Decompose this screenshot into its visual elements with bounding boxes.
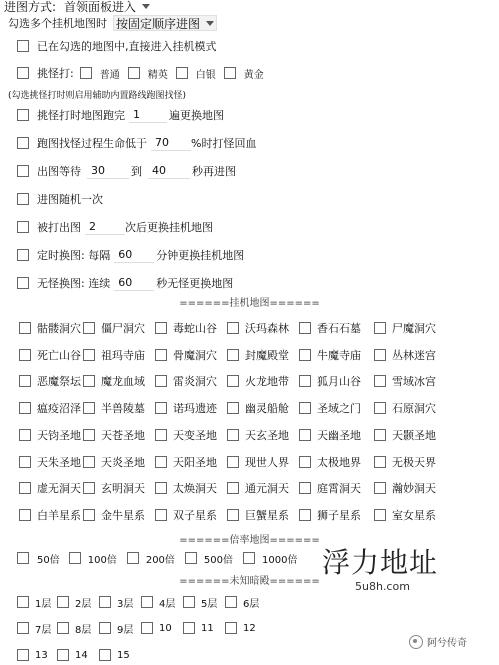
hang-map-label: 祖玛寺庙: [101, 349, 145, 362]
hang-map-item[interactable]: [155, 318, 217, 338]
hang-map-label: 雪域冰宫: [392, 375, 436, 388]
pick-mob-label: 挑怪打:: [37, 67, 74, 80]
hp-suffix: %时打怪回血: [191, 137, 257, 150]
floor-item[interactable]: [225, 592, 259, 612]
floor-checkbox[interactable]: [17, 622, 29, 634]
wait-min-input[interactable]: 30: [87, 163, 129, 179]
hang-map-checkbox[interactable]: [155, 349, 167, 361]
hang-map-label: 玄明洞天: [101, 482, 145, 495]
hang-map-checkbox[interactable]: [227, 456, 239, 468]
hang-map-label: 圣域之门: [317, 402, 361, 415]
floor-label: 5层: [201, 598, 218, 610]
floor-label: 14: [75, 649, 88, 661]
killed-label: 被打出图: [37, 221, 81, 234]
rate-100-label: 100倍: [87, 554, 117, 566]
hang-map-item[interactable]: [374, 371, 436, 391]
hang-map-item[interactable]: [19, 452, 81, 472]
hang-map-label: 巨蟹星系: [245, 509, 289, 522]
pick-run-input[interactable]: 1: [129, 107, 167, 123]
hang-map-item[interactable]: [227, 398, 289, 418]
pick-run-row: [17, 105, 224, 125]
timer-row: [17, 245, 244, 265]
wechat-icon: [409, 635, 423, 649]
hang-map-label: 诺玛遗迹: [173, 402, 217, 415]
hp-label: 跑图找怪过程生命低于: [37, 137, 147, 150]
hang-map-checkbox[interactable]: [227, 482, 239, 494]
hang-map-checkbox[interactable]: [19, 375, 31, 387]
nomob-row: [17, 273, 233, 293]
hang-map-label: 恶魔祭坛: [37, 375, 81, 388]
hang-map-checkbox[interactable]: [227, 349, 239, 361]
hang-map-item[interactable]: [83, 318, 145, 338]
hang-map-checkbox[interactable]: [155, 429, 167, 441]
hang-map-item[interactable]: [227, 478, 289, 498]
hang-map-item[interactable]: [374, 318, 436, 338]
hang-map-checkbox[interactable]: [83, 322, 95, 334]
floor-checkbox[interactable]: [183, 622, 195, 634]
hang-map-item[interactable]: [83, 478, 145, 498]
floor-checkbox[interactable]: [225, 622, 237, 634]
hang-map-checkbox[interactable]: [155, 322, 167, 334]
floor-checkbox[interactable]: [99, 622, 111, 634]
hang-map-item[interactable]: [83, 452, 145, 472]
hang-map-checkbox[interactable]: [227, 509, 239, 521]
floor-label: 7层: [35, 624, 52, 636]
hang-map-checkbox[interactable]: [19, 349, 31, 361]
hang-map-item[interactable]: [155, 452, 217, 472]
nomob-checkbox[interactable]: [17, 277, 29, 289]
multi-map-row: [8, 13, 217, 33]
pick-gold-label: 黄金: [243, 69, 264, 81]
timer-label: 定时换图: 每隔: [37, 249, 111, 262]
hang-map-item[interactable]: [227, 425, 289, 445]
hang-map-label: 半兽陵墓: [101, 402, 145, 415]
wait-checkbox[interactable]: [17, 165, 29, 177]
hang-map-checkbox[interactable]: [19, 322, 31, 334]
floor-label: 10: [159, 622, 172, 634]
hang-map-checkbox[interactable]: [19, 429, 31, 441]
floor-checkbox[interactable]: [99, 596, 111, 608]
hang-map-item[interactable]: [374, 398, 436, 418]
hang-map-item[interactable]: [299, 505, 361, 525]
hang-map-label: 天朱圣地: [37, 456, 81, 469]
floor-checkbox[interactable]: [57, 596, 69, 608]
hang-map-item[interactable]: [83, 505, 145, 525]
hang-map-item[interactable]: [374, 425, 436, 445]
rate-200-label: 200倍: [145, 554, 175, 566]
direct-hang-row: [17, 36, 217, 56]
multi-map-select[interactable]: 按固定顺序进图: [113, 15, 217, 31]
hang-map-item[interactable]: [299, 398, 361, 418]
pick-silver-checkbox[interactable]: [176, 67, 188, 79]
timer-suffix: 分钟更换挂机地图: [156, 249, 245, 262]
hang-map-item[interactable]: [155, 371, 217, 391]
hang-map-label: 石原洞穴: [392, 402, 436, 415]
pick-normal-checkbox[interactable]: [80, 67, 92, 79]
unknown-header: ======未知暗殿======: [179, 576, 320, 587]
hang-map-item[interactable]: [299, 425, 361, 445]
hang-map-label: 庭霄洞天: [317, 482, 361, 495]
floor-item[interactable]: [57, 592, 91, 612]
hang-map-item[interactable]: [374, 478, 436, 498]
pick-note-row: [8, 84, 186, 104]
hang-map-checkbox[interactable]: [299, 375, 311, 387]
floor-label: 15: [117, 649, 130, 661]
floor-checkbox[interactable]: [141, 622, 153, 634]
floor-label: 13: [35, 649, 48, 661]
hang-map-checkbox[interactable]: [155, 456, 167, 468]
hang-map-label: 天钧圣地: [37, 429, 81, 442]
hang-map-checkbox[interactable]: [374, 456, 386, 468]
hang-map-item[interactable]: [299, 345, 361, 365]
hang-map-label: 丛林迷宫: [392, 349, 436, 362]
hang-map-label: 虚无洞天: [37, 482, 81, 495]
hang-map-item[interactable]: [83, 345, 145, 365]
floor-item[interactable]: [141, 592, 175, 612]
floor-item[interactable]: [183, 592, 217, 612]
hang-map-label: 火龙地带: [245, 375, 289, 388]
wait-label: 出图等待: [37, 165, 81, 178]
hang-map-checkbox[interactable]: [299, 402, 311, 414]
watermark-author: 阿兮传奇: [409, 634, 467, 649]
hang-map-item[interactable]: [227, 371, 289, 391]
hang-map-checkbox[interactable]: [155, 375, 167, 387]
hang-map-item[interactable]: [19, 478, 81, 498]
hang-map-item[interactable]: [155, 425, 217, 445]
watermark-domain: 5u8h.com: [355, 580, 410, 593]
hang-map-label: 雷炎洞穴: [173, 375, 217, 388]
floor-item[interactable]: [225, 618, 256, 638]
hang-map-item[interactable]: [155, 398, 217, 418]
hang-map-label: 天幽圣地: [317, 429, 361, 442]
hang-map-item[interactable]: [299, 452, 361, 472]
hang-map-label: 天炎圣地: [101, 456, 145, 469]
killed-checkbox[interactable]: [17, 221, 29, 233]
hang-map-checkbox[interactable]: [155, 509, 167, 521]
pick-run-label: 挑怪打时地图跑完: [37, 109, 125, 122]
hang-map-item[interactable]: [19, 505, 81, 525]
hang-map-checkbox[interactable]: [83, 375, 95, 387]
hang-map-item[interactable]: [299, 371, 361, 391]
hp-input[interactable]: 70: [151, 135, 191, 151]
floor-item[interactable]: [17, 645, 48, 665]
chevron-down-icon: [142, 4, 150, 9]
hang-map-item[interactable]: [155, 345, 217, 365]
hang-map-item[interactable]: [374, 452, 436, 472]
floor-item[interactable]: [183, 618, 214, 638]
hang-map-label: 瘟疫沼泽: [37, 402, 81, 415]
multi-map-label: 勾选多个挂机地图时: [8, 17, 107, 30]
hang-map-label: 僵尸洞穴: [101, 322, 145, 335]
hang-map-checkbox[interactable]: [83, 509, 95, 521]
floor-item[interactable]: [57, 618, 91, 638]
hang-map-checkbox[interactable]: [227, 322, 239, 334]
hang-map-checkbox[interactable]: [299, 482, 311, 494]
killed-input[interactable]: 2: [85, 219, 125, 235]
watermark-title: 浮力地址: [322, 546, 439, 579]
pick-elite-checkbox[interactable]: [128, 67, 140, 79]
floor-label: 9层: [117, 624, 134, 636]
hang-map-item[interactable]: [227, 505, 289, 525]
floor-label: 1层: [35, 598, 52, 610]
entry-method-select[interactable]: 首领面板进入: [62, 0, 152, 14]
timer-input[interactable]: 60: [114, 247, 154, 263]
floor-label: 8层: [75, 624, 92, 636]
floor-item[interactable]: [17, 592, 51, 612]
hang-map-checkbox[interactable]: [227, 375, 239, 387]
hang-map-checkbox[interactable]: [299, 509, 311, 521]
floor-label: 2层: [75, 598, 92, 610]
hang-map-item[interactable]: [155, 478, 217, 498]
floor-item[interactable]: [141, 618, 172, 638]
floor-item[interactable]: [57, 645, 88, 665]
rate-maps-row: [17, 548, 297, 568]
rate-1000-label: 1000倍: [262, 554, 298, 566]
pick-run-checkbox[interactable]: [17, 109, 29, 121]
hang-map-label: 白羊星系: [37, 509, 81, 522]
floor-checkbox[interactable]: [141, 596, 153, 608]
hang-map-label: 双子星系: [173, 509, 217, 522]
hang-map-checkbox[interactable]: [299, 322, 311, 334]
rate-maps-header: ======倍率地图======: [179, 535, 320, 546]
floor-label: 3层: [117, 598, 134, 610]
direct-hang-checkbox[interactable]: [17, 40, 29, 52]
hang-map-label: 封魔殿堂: [245, 349, 289, 362]
hang-map-label: 金牛星系: [101, 509, 145, 522]
hang-map-label: 室女星系: [392, 509, 436, 522]
pick-silver-label: 白银: [195, 69, 216, 81]
hang-map-label: 瀚妙洞天: [392, 482, 436, 495]
random-once-checkbox[interactable]: [17, 193, 29, 205]
floor-item[interactable]: [99, 645, 130, 665]
hp-row: [17, 133, 256, 153]
hang-map-checkbox[interactable]: [155, 402, 167, 414]
hang-map-checkbox[interactable]: [83, 456, 95, 468]
pick-normal-label: 普通: [99, 69, 120, 81]
wait-suffix: 秒再进图: [192, 165, 236, 178]
hang-map-label: 香石石墓: [317, 322, 361, 335]
hang-map-label: 天苍圣地: [101, 429, 145, 442]
hang-map-label: 太焕洞天: [173, 482, 217, 495]
floor-item[interactable]: [99, 618, 133, 638]
hang-map-checkbox[interactable]: [299, 456, 311, 468]
wait-row: [17, 161, 236, 181]
hang-map-checkbox[interactable]: [374, 402, 386, 414]
rate-50-label: 50倍: [37, 554, 60, 566]
wait-to-label: 到: [131, 165, 142, 178]
rate-500-label: 500倍: [203, 554, 234, 566]
floor-checkbox[interactable]: [57, 649, 69, 661]
hang-map-checkbox[interactable]: [299, 429, 311, 441]
hang-map-label: 狮子星系: [317, 509, 361, 522]
hang-map-label: 通元洞天: [245, 482, 289, 495]
hang-map-checkbox[interactable]: [374, 429, 386, 441]
killed-suffix: 次后更换挂机地图: [125, 221, 213, 234]
hang-map-checkbox[interactable]: [83, 402, 95, 414]
rate-50-checkbox[interactable]: [17, 552, 29, 564]
floor-checkbox[interactable]: [99, 649, 111, 661]
hang-map-checkbox[interactable]: [374, 375, 386, 387]
hang-map-item[interactable]: [374, 505, 436, 525]
hang-map-checkbox[interactable]: [19, 402, 31, 414]
hang-map-item[interactable]: [227, 345, 289, 365]
hang-map-label: 现世人界: [245, 456, 289, 469]
hang-map-checkbox[interactable]: [299, 349, 311, 361]
hang-map-label: 尸魔洞穴: [392, 322, 436, 335]
direct-hang-label: 已在勾选的地图中,直接进入挂机模式: [37, 40, 217, 53]
hang-map-checkbox[interactable]: [83, 429, 95, 441]
rate-200-checkbox[interactable]: [127, 552, 139, 564]
hang-map-item[interactable]: [83, 371, 145, 391]
hang-map-checkbox[interactable]: [227, 402, 239, 414]
pick-note: (勾选挑怪打时则启用辅助内置路线跑图找怪): [8, 90, 187, 101]
hang-map-item[interactable]: [19, 345, 81, 365]
hang-map-item[interactable]: [299, 318, 361, 338]
nomob-label: 无怪换图: 连续: [37, 277, 111, 290]
hang-map-label: 牛魔寺庙: [317, 349, 361, 362]
hang-map-item[interactable]: [155, 505, 217, 525]
rate-500-checkbox[interactable]: [185, 552, 197, 564]
entry-method-label: 进图方式:: [4, 0, 57, 14]
wait-max-input[interactable]: 40: [148, 163, 190, 179]
pick-run-suffix: 遍更换地图: [169, 109, 224, 122]
floor-item[interactable]: [99, 592, 133, 612]
hang-map-checkbox[interactable]: [83, 482, 95, 494]
hang-map-label: 狐月山谷: [317, 375, 361, 388]
hang-map-label: 天玄圣地: [245, 429, 289, 442]
pick-gold-checkbox[interactable]: [224, 67, 236, 79]
hang-map-checkbox[interactable]: [19, 456, 31, 468]
floor-label: 12: [243, 622, 256, 634]
hang-map-label: 天变圣地: [173, 429, 217, 442]
random-row: [17, 189, 103, 209]
hang-map-checkbox[interactable]: [19, 509, 31, 521]
rate-100-checkbox[interactable]: [69, 552, 81, 564]
hang-map-checkbox[interactable]: [374, 322, 386, 334]
hang-map-checkbox[interactable]: [374, 509, 386, 521]
hang-map-item[interactable]: [374, 345, 436, 365]
floor-item[interactable]: [17, 618, 51, 638]
chevron-down-icon: [206, 21, 214, 26]
nomob-input[interactable]: 60: [114, 275, 154, 291]
hang-map-label: 天阳圣地: [173, 456, 217, 469]
hang-map-label: 毒蛇山谷: [173, 322, 217, 335]
floor-checkbox[interactable]: [183, 596, 195, 608]
hang-map-item[interactable]: [227, 318, 289, 338]
floor-checkbox[interactable]: [225, 596, 237, 608]
killed-row: [17, 217, 213, 237]
pick-mob-checkbox[interactable]: [17, 67, 29, 79]
hang-map-item[interactable]: [299, 478, 361, 498]
hang-map-checkbox[interactable]: [83, 349, 95, 361]
hang-map-item[interactable]: [83, 425, 145, 445]
floor-label: 11: [201, 622, 214, 634]
hang-map-label: 骨魔洞穴: [173, 349, 217, 362]
hang-map-checkbox[interactable]: [227, 429, 239, 441]
floor-label: 4层: [159, 598, 176, 610]
hang-map-label: 死亡山谷: [37, 349, 81, 362]
floor-checkbox[interactable]: [57, 622, 69, 634]
random-once-label: 进图随机一次: [37, 193, 103, 206]
hp-checkbox[interactable]: [17, 137, 29, 149]
hang-map-item[interactable]: [19, 371, 81, 391]
nomob-suffix: 秒无怪更换地图: [156, 277, 234, 290]
timer-checkbox[interactable]: [17, 249, 29, 261]
rate-1000-checkbox[interactable]: [243, 552, 255, 564]
hang-map-label: 沃玛森林: [245, 322, 289, 335]
hang-map-item[interactable]: [227, 452, 289, 472]
hang-map-label: 魔龙血域: [101, 375, 145, 388]
floor-checkbox[interactable]: [17, 596, 29, 608]
hang-maps-header: ======挂机地图======: [179, 298, 320, 309]
hang-map-label: 骷髅洞穴: [37, 322, 81, 335]
hang-map-item[interactable]: [19, 318, 81, 338]
hang-map-checkbox[interactable]: [155, 482, 167, 494]
hang-map-label: 幽灵船舱: [245, 402, 289, 415]
hang-map-checkbox[interactable]: [374, 349, 386, 361]
pick-elite-label: 精英: [147, 69, 168, 81]
floor-checkbox[interactable]: [17, 649, 29, 661]
pick-mob-row: [17, 63, 264, 83]
hang-map-checkbox[interactable]: [374, 482, 386, 494]
floor-label: 6层: [243, 598, 260, 610]
hang-map-label: 无极天界: [392, 456, 436, 469]
hang-map-checkbox[interactable]: [19, 482, 31, 494]
hang-map-item[interactable]: [83, 398, 145, 418]
hang-map-item[interactable]: [19, 398, 81, 418]
hang-map-item[interactable]: [19, 425, 81, 445]
hang-map-label: 太极地界: [317, 456, 361, 469]
hang-map-label: 天颢圣地: [392, 429, 436, 442]
